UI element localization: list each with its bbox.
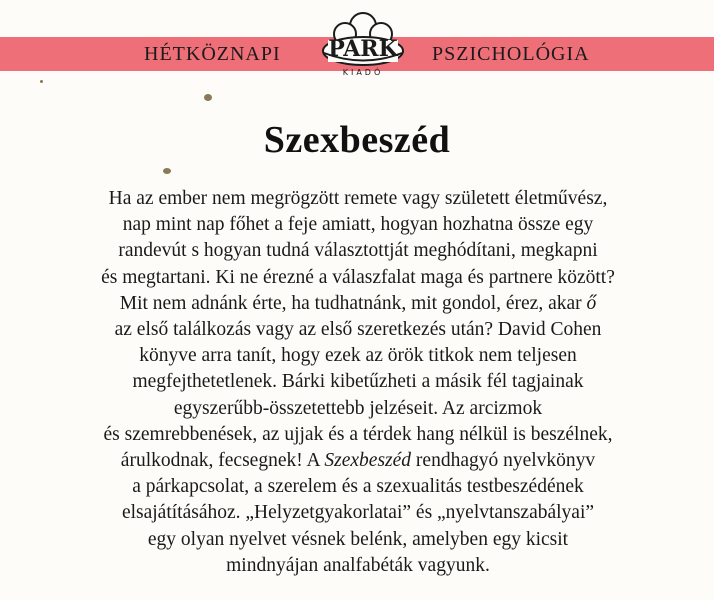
blurb-line: könyve arra tanít, hogy ezek az örök titkok nem teljesen [139,345,577,367]
publisher-subtitle: KIADÓ [342,68,384,77]
blurb-line [48,291,668,317]
blurb-line: és szemrebbenések, az ujjak és a térdek hang nélkül is beszélnek, [103,423,613,445]
book-title: Szexbeszéd [263,119,451,161]
blurb-line [48,448,668,474]
series-name-left: HÉTKÖZNAPI [144,43,281,65]
blurb-line: elsajátításához. „Helyzetgyakorlatai” és „nyelvtanszabályai” [121,502,595,524]
blurb-line-text: rendhagyó nyelvkönyv [415,450,596,472]
series-name-right: PSZICHOLÓGIA [432,43,590,65]
blurb-line: az első találkozás vagy az első szeretkezés után? David Cohen [114,319,602,341]
blurb-line-text: árulkodnak, fecsegnek! A [120,450,320,472]
blurb-line: megfejthetetlenek. Bárki kibetűzheti a másik fél tagjainak [132,371,584,393]
blurb-line: mindnyájan analfabéták vagyunk. [226,554,490,576]
blurb-line: a párkapcsolat, a szerelem és a szexualitás testbeszédének [132,476,584,498]
blurb-line-text: Mit nem adnánk érte, ha tudhatnánk, mit gondol, érez, akar [119,292,582,314]
paper-speck [40,80,43,83]
blurb-emphasis: ő [586,292,597,314]
blurb-line: és megtartani. Ki ne érezné a válaszfalat maga és partnere között? [101,266,615,288]
paper-speck [163,168,171,174]
paper-speck [204,94,212,101]
blurb-line: egyszerűbb-összetettebb jelzéseit. Az arcizmok [173,397,543,419]
blurb-line: nap mint nap főhet a feje amiatt, hogyan hozhatna össze egy [122,214,594,236]
blurb-text [48,186,668,579]
blurb-title-emphasis: Szexbeszéd [324,450,412,472]
blurb-line: randevút s hogyan tudná választottját meghódítani, megkapni [118,240,598,262]
blurb-line: Ha az ember nem megrögzött remete vagy született életművész, [108,188,608,209]
blurb-line: egy olyan nyelvet vésnek belénk, amelyben egy kicsit [147,528,569,550]
publisher-logo [318,8,408,82]
publisher-name: PARK [328,36,398,62]
